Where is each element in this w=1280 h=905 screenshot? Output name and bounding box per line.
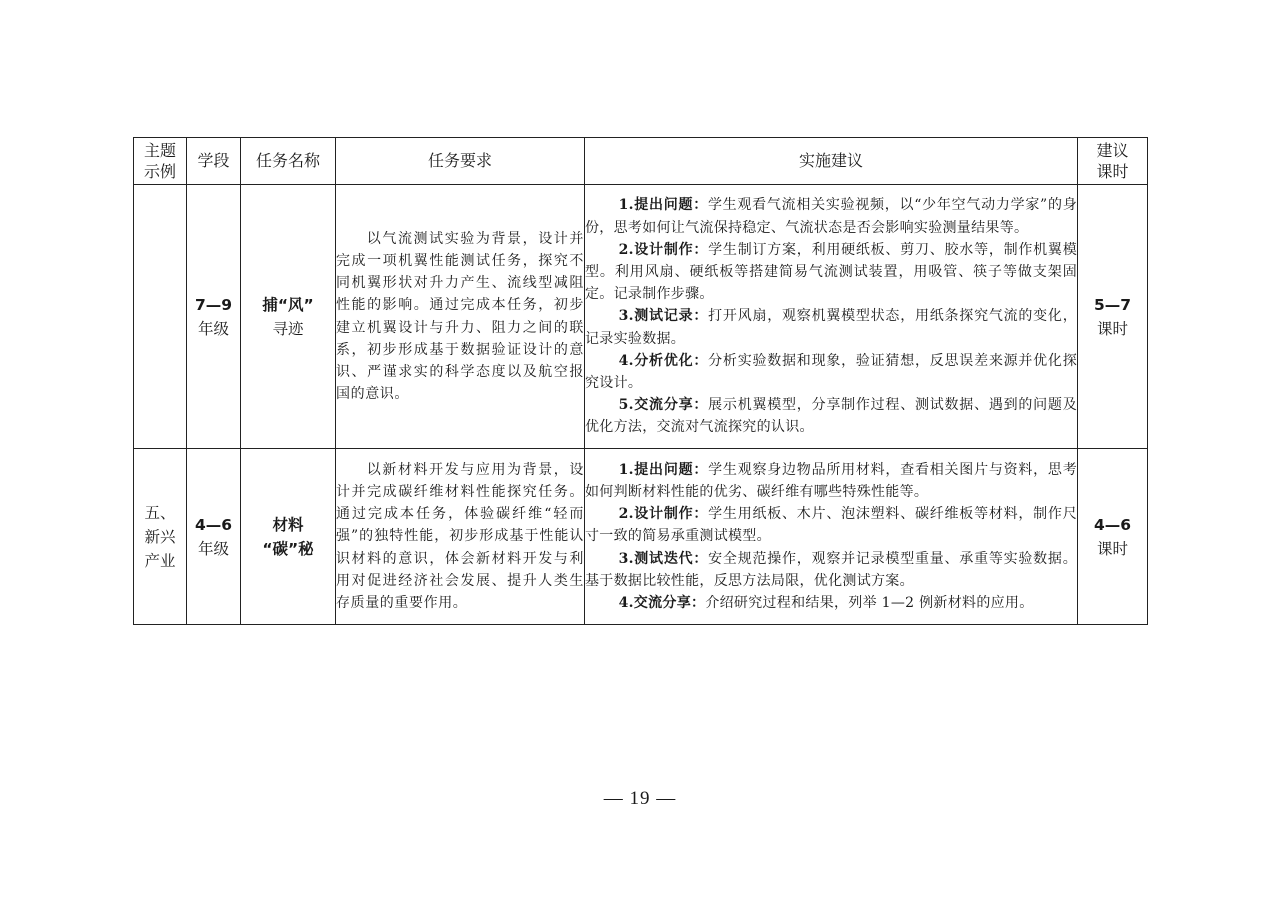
suggestions-cell [585,185,1078,449]
suggestion-item: 1.提出问题：学生观看气流相关实验视频，以“少年空气动力学家”的身份，思考如何让气流保持稳定、气流状态是否会影响实验测量结果等。 [585,197,1077,236]
suggestion-item: 5.交流分享：展示机翼模型，分享制作过程、测试数据、遇到的问题及优化方法，交流对气流探究的认识。 [585,397,1078,436]
header-suggestions: 实施建议 [585,138,1078,185]
task-name-cell: 材料 “碳”秘 [241,449,336,625]
header-hours: 建议 课时 [1078,138,1148,185]
table-row [134,185,1148,449]
curriculum-table [133,137,1148,625]
requirements-cell: 以气流测试实验为背景，设计并完成一项机翼性能测试任务，探究不同机翼形状对升力产生、流线型减阻性能的影响。通过完成本任务，初步建立机翼设计与升力、阻力之间的联系，初步形成基于数据验证设计的意识、严谨求实的科学态度以及航空报国的意识。 [336,185,585,449]
suggestion-item: 3.测试记录：打开风扇，观察机翼模型状态，用纸条探究气流的变化，记录实验数据。 [585,308,1078,347]
suggestion-item: 1.提出问题：学生观察身边物品所用材料，查看相关图片与资料，思考如何判断材料性能的优劣、碳纤维有哪些特殊性能等。 [585,461,1078,500]
suggestion-item: 4.分析优化：分析实验数据和现象，验证猜想，反思误差来源并优化探究设计。 [585,352,1078,391]
table-row [134,449,1148,625]
header-task-name: 任务名称 [241,138,336,185]
suggestions-cell [585,449,1078,625]
theme-cell [134,185,187,449]
hours-cell: 4—6 课时 [1078,449,1148,625]
table-header-row [134,138,1148,185]
header-theme: 主题 示例 [134,138,187,185]
task-name-cell: 捕“风” 寻迹 [241,185,336,449]
suggestion-item: 3.测试迭代：安全规范操作，观察并记录模型重量、承重等实验数据。基于数据比较性能，反思方法局限，优化测试方案。 [585,550,1078,589]
suggestion-item: 2.设计制作：学生制订方案，利用硬纸板、剪刀、胶水等，制作机翼模型。利用风扇、硬纸板等搭建简易气流测试装置，用吸管、筷子等做支架固定。记录制作步骤。 [585,241,1078,303]
requirements-cell: 以新材料开发与应用为背景，设计并完成碳纤维材料性能探究任务。通过完成本任务，体验碳纤维“轻而强”的独特性能，初步形成基于性能认识材料的意识，体会新材料开发与利用对促进经济社会发展、提升人类生存质量的重要作用。 [336,449,585,625]
theme-cell: 五、 新兴 产业 [134,449,187,625]
header-stage: 学段 [187,138,241,185]
page-number: — 19 — [603,788,677,809]
suggestion-item: 4.交流分享：介绍研究过程和结果，列举 1—2 例新材料的应用。 [618,595,1034,611]
stage-cell: 4—6 年级 [187,449,241,625]
suggestion-item: 2.设计制作：学生用纸板、木片、泡沫塑料、碳纤维板等材料，制作尺寸一致的简易承重测试模型。 [585,506,1078,545]
hours-cell: 5—7 课时 [1078,185,1148,449]
header-requirements: 任务要求 [336,138,585,185]
stage-cell: 7—9 年级 [187,185,241,449]
